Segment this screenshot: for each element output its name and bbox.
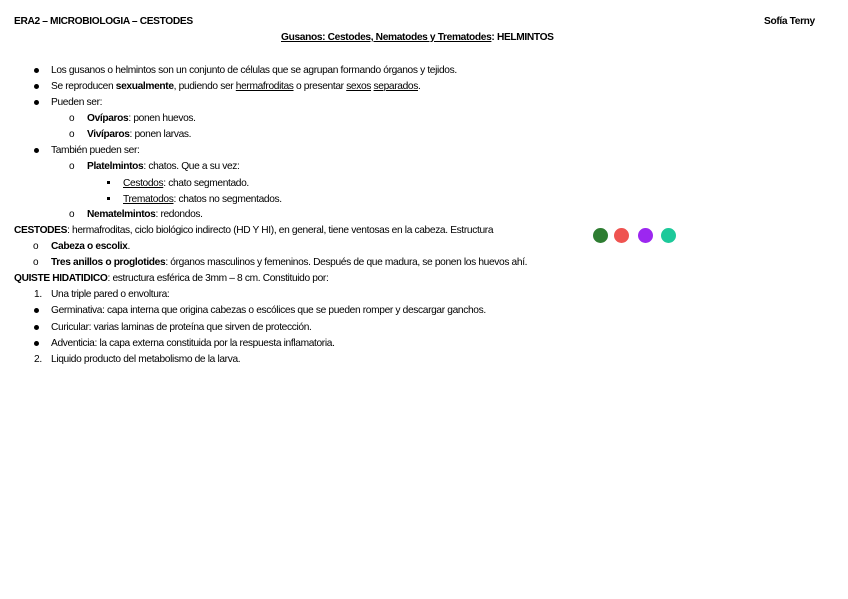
author-name: Sofía Terny <box>764 16 815 27</box>
square-bullet <box>107 197 110 200</box>
text: . <box>417 81 421 92</box>
bold-text: Platelmintos <box>87 161 144 172</box>
list-item <box>51 256 527 269</box>
list-item <box>87 160 240 173</box>
document-title <box>281 31 554 44</box>
list-item <box>51 240 130 253</box>
list-item: También pueden ser: <box>51 145 140 156</box>
underlined-text: separados <box>373 81 418 92</box>
list-item <box>51 80 420 93</box>
circle-bullet: o <box>33 257 39 268</box>
bold-text: Ovíparos <box>87 113 129 124</box>
bold-text: Tres anillos o proglotides <box>51 257 166 268</box>
text: : chatos no segmentados. <box>173 194 282 205</box>
text: : ponen larvas. <box>129 129 192 140</box>
disc-bullet <box>34 148 39 153</box>
underlined-text: hermafroditas <box>235 81 294 92</box>
document-header-left: ERA2 – MICROBIOLOGIA – CESTODES <box>14 16 193 27</box>
list-number: 2. <box>34 354 42 365</box>
list-item: Una triple pared o envoltura: <box>51 289 170 300</box>
disc-bullet <box>34 84 39 89</box>
disc-bullet <box>34 100 39 105</box>
disc-bullet <box>34 308 39 313</box>
underlined-text: Trematodos <box>123 194 174 205</box>
bold-text: Cabeza o escolix <box>51 241 128 252</box>
color-dot <box>614 228 629 243</box>
square-bullet <box>107 181 110 184</box>
underlined-text: Cestodos <box>123 178 164 189</box>
list-item: Curicular: varias laminas de proteína que sirven de protección. <box>51 322 312 333</box>
text: . <box>127 241 130 252</box>
circle-bullet: o <box>69 113 75 124</box>
bold-text: CESTODES <box>14 225 68 236</box>
list-item: Los gusanos o helmintos son un conjunto de células que se agrupan formando órganos y tejidos. <box>51 65 457 76</box>
text: o presentar <box>293 81 347 92</box>
text: Se reproducen <box>51 81 116 92</box>
color-dot <box>638 228 653 243</box>
list-item: Pueden ser: <box>51 97 103 108</box>
list-item <box>123 177 249 190</box>
list-item: Adventicia: la capa externa constituida por la respuesta inflamatoria. <box>51 338 335 349</box>
disc-bullet <box>34 341 39 346</box>
disc-bullet <box>34 325 39 330</box>
bold-text: QUISTE HIDATIDICO <box>14 273 108 284</box>
text: : redondos. <box>155 209 203 220</box>
circle-bullet: o <box>69 209 75 220</box>
bold-text: Nematelmintos <box>87 209 156 220</box>
text: , pudiendo ser <box>173 81 236 92</box>
color-dot <box>593 228 608 243</box>
text: : estructura esférica de 3mm – 8 cm. Constituido por: <box>107 273 329 284</box>
title-rest: : HELMINTOS <box>491 32 554 43</box>
quiste-paragraph <box>14 272 328 285</box>
list-item <box>123 193 282 206</box>
bold-text: Vivíparos <box>87 129 130 140</box>
bold-text: sexualmente <box>115 81 174 92</box>
cestodes-paragraph <box>14 224 493 237</box>
list-item <box>87 128 191 141</box>
text: : hermafroditas, ciclo biológico indirecto (HD Y HI), en general, tiene ventosas en la cabeza. Estructura <box>67 225 494 236</box>
underlined-text: sexos <box>346 81 372 92</box>
list-item: Liquido producto del metabolismo de la larva. <box>51 354 241 365</box>
disc-bullet <box>34 68 39 73</box>
text: : órganos masculinos y femeninos. Después de que madura, se ponen los huevos ahí. <box>165 257 528 268</box>
text: : ponen huevos. <box>128 113 196 124</box>
color-dot <box>661 228 676 243</box>
text: : chatos. Que a su vez: <box>143 161 240 172</box>
circle-bullet: o <box>69 161 75 172</box>
list-number: 1. <box>34 289 42 300</box>
circle-bullet: o <box>69 129 75 140</box>
text: : chato segmentado. <box>163 178 249 189</box>
list-item: Germinativa: capa interna que origina cabezas o escólices que se pueden romper y descargar ganchos. <box>51 305 486 316</box>
list-item <box>87 112 196 125</box>
list-item <box>87 208 203 221</box>
title-underlined: Gusanos: Cestodes, Nematodes y Trematodes <box>281 32 492 43</box>
circle-bullet: o <box>33 241 39 252</box>
